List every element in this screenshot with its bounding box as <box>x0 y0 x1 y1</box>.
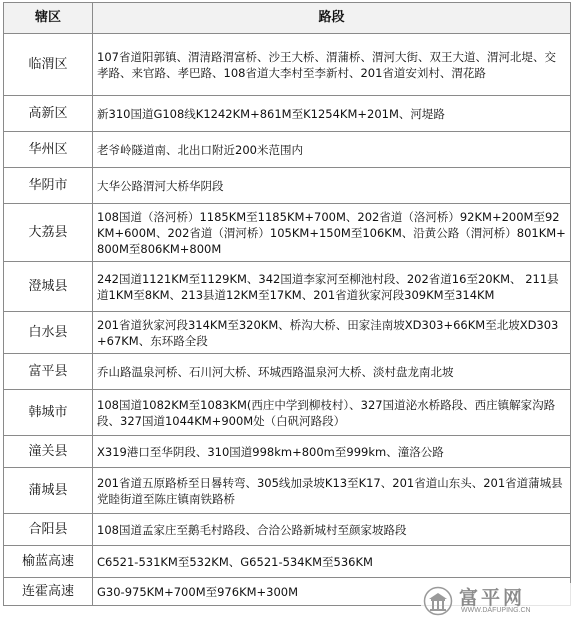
table-row <box>4 204 571 262</box>
road-cell: 201省道狄家河段314KM至320KM、桥沟大桥、田家洼南坡XD303+66KM至北坡XD303+67KM、东环路全段 <box>93 312 571 354</box>
road-cell: 108国道（洛河桥）1185KM至1185KM+700M、202省道（洛河桥）92KM+200M至92KM+600M、202省道（渭河桥）105KM+150M至106KM、沿黄公路（渭河桥）801KM+800M至806KM+800M <box>93 204 571 262</box>
road-cell: X319港口至华阴段、310国道998km+800m至999km、潼洛公路 <box>93 436 571 468</box>
road-cell: 老爷岭隧道南、北出口附近200米范围内 <box>93 132 571 168</box>
district-cell: 榆蓝高速 <box>4 546 93 578</box>
district-cell: 潼关县 <box>4 436 93 468</box>
road-cell: G30-975KM+700M至976KM+300M <box>93 578 571 606</box>
pavilion-logo-icon <box>423 586 453 616</box>
road-cell: 新310国道G108线K1242KM+861M至K1254KM+201M、河堤路 <box>93 96 571 132</box>
road-closure-table <box>3 2 571 606</box>
district-cell: 华阴市 <box>4 168 93 204</box>
district-cell: 澄城县 <box>4 262 93 312</box>
table-row <box>4 468 571 514</box>
district-cell: 高新区 <box>4 96 93 132</box>
road-cell: 107省道阳郭镇、渭清路渭富桥、沙王大桥、渭蒲桥、渭河大街、双王大道、渭河北堤、交孝路、来官路、孝巴路、108省道大李村至李新村、201省道安刘村、渭花路 <box>93 34 571 96</box>
table-row <box>4 96 571 132</box>
road-cell: 108国道孟家庄至鹅毛村路段、合洽公路新城村至颜家坡路段 <box>93 514 571 546</box>
district-cell: 华州区 <box>4 132 93 168</box>
watermark-title: 富平网 <box>459 587 526 609</box>
road-cell: 乔山路温泉河桥、石川河大桥、环城西路温泉河大桥、淡村盘龙南北坡 <box>93 354 571 390</box>
table-header-row <box>4 3 571 34</box>
table-row <box>4 132 571 168</box>
district-cell: 合阳县 <box>4 514 93 546</box>
table-row <box>4 262 571 312</box>
table-row <box>4 436 571 468</box>
road-cell: 242国道1121KM至1129KM、342国道李家河至柳池村段、202省道16至20KM、 211县道1KM至8KM、213县道12KM至17KM、201省道狄家河段309KM至314KM <box>93 262 571 312</box>
district-cell: 富平县 <box>4 354 93 390</box>
table-row <box>4 546 571 578</box>
road-cell: C6521-531KM至532KM、G6521-534KM至536KM <box>93 546 571 578</box>
table-row <box>4 514 571 546</box>
table-row <box>4 312 571 354</box>
table-row <box>4 390 571 436</box>
table-row <box>4 34 571 96</box>
district-cell: 韩城市 <box>4 390 93 436</box>
watermark-url: WWW.DAFUPING.CN <box>461 607 531 614</box>
road-cell: 108国道1082KM至1083KM(西庄中学到柳枝村）、327国道泌水桥路段、西庄镇解家沟路段、327国道1044KM+900M处（白矾河路段） <box>93 390 571 436</box>
header-road: 路段 <box>93 3 571 34</box>
district-cell: 蒲城县 <box>4 468 93 514</box>
district-cell: 白水县 <box>4 312 93 354</box>
table-row <box>4 168 571 204</box>
district-cell: 大荔县 <box>4 204 93 262</box>
road-cell: 大华公路渭河大桥华阴段 <box>93 168 571 204</box>
header-district: 辖区 <box>4 3 93 34</box>
site-watermark <box>421 583 571 619</box>
district-cell: 连霍高速 <box>4 578 93 606</box>
table-row <box>4 354 571 390</box>
district-cell: 临渭区 <box>4 34 93 96</box>
road-cell: 201省道五原路桥至日晷转弯、305线加录坡K13至K17、201省道山东头、201省道蒲城县党睦街道至陈庄镇南铁路桥 <box>93 468 571 514</box>
